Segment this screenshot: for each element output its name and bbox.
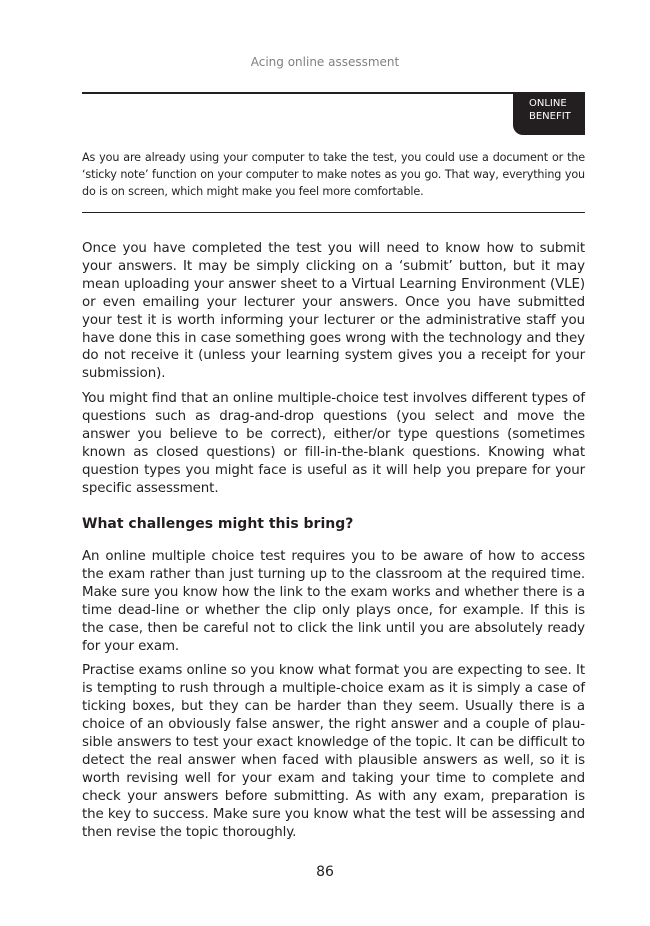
section-heading: What challenges might this bring? [82, 516, 354, 532]
paragraph: Once you have completed the test you will need to know how to submit your answers. It may be simply clicking on a ‘submit’ button, but it may mean uploading your answer sheet to a Virtual Learning Environment (VLE) or even emailing your lecturer your answers. Once you have submitted your test it is worth informing your lecturer or the administrative staff you have done this in case something goes wrong with the technology and they do not receive it (unless your learning system gives you a receipt for your submission). [82, 241, 585, 382]
paragraph: Practise exams online so you know what format you are expecting to see. It is tempting to rush through a multiple-choice exam as it is simply a case of ticking boxes, but they can be harder than they seem. Usually there is a choice of an obviously false answer, the right answer and a couple of plau-sible answers to test your exact knowledge of the topic. It can be difficult to detect the real answer when faced with plausible answers as well, so it is worth revising well for your exam and taking your time to complete and check your answers before submitting. As with any exam, preparation is the key to success. Make sure you know what the test will be assessing and then revise the topic thoroughly. [82, 663, 585, 840]
online-benefit-tag [513, 92, 585, 135]
top-rule [82, 92, 585, 94]
bottom-rule [82, 212, 585, 213]
tag-line-2: BENEFIT [529, 111, 571, 122]
body-section-1 [82, 240, 585, 505]
paragraph: An online multiple choice test requires you to be aware of how to access the exam rather than just turning up to the classroom at the required time. Make sure you know how the link to the exam works and whether there is a time dead-line or whether the clip only plays once, for example. If this is the case, then be careful not to click the link until you are absolutely ready for your exam. [82, 549, 585, 654]
paragraph: You might find that an online multiple-choice test involves different types of questions such as drag-and-drop questions (you select and move the answer you believe to be correct), either/or type questions (sometimes known as closed questions) or fill-in-the-blank questions. Knowing what question types you might face is useful as it will help you prepare for your specific assessment. [82, 391, 585, 496]
body-section-2 [82, 548, 585, 849]
page-number: 86 [316, 864, 334, 880]
running-head: Acing online assessment [250, 55, 400, 69]
tag-line-1: ONLINE [529, 98, 567, 109]
callout-text: As you are already using your computer to take the test, you could use a document or the ‘sticky note’ function on your computer to make notes as you go. That way, everything you do is on screen, which might make you feel more comfortable. [82, 151, 585, 198]
